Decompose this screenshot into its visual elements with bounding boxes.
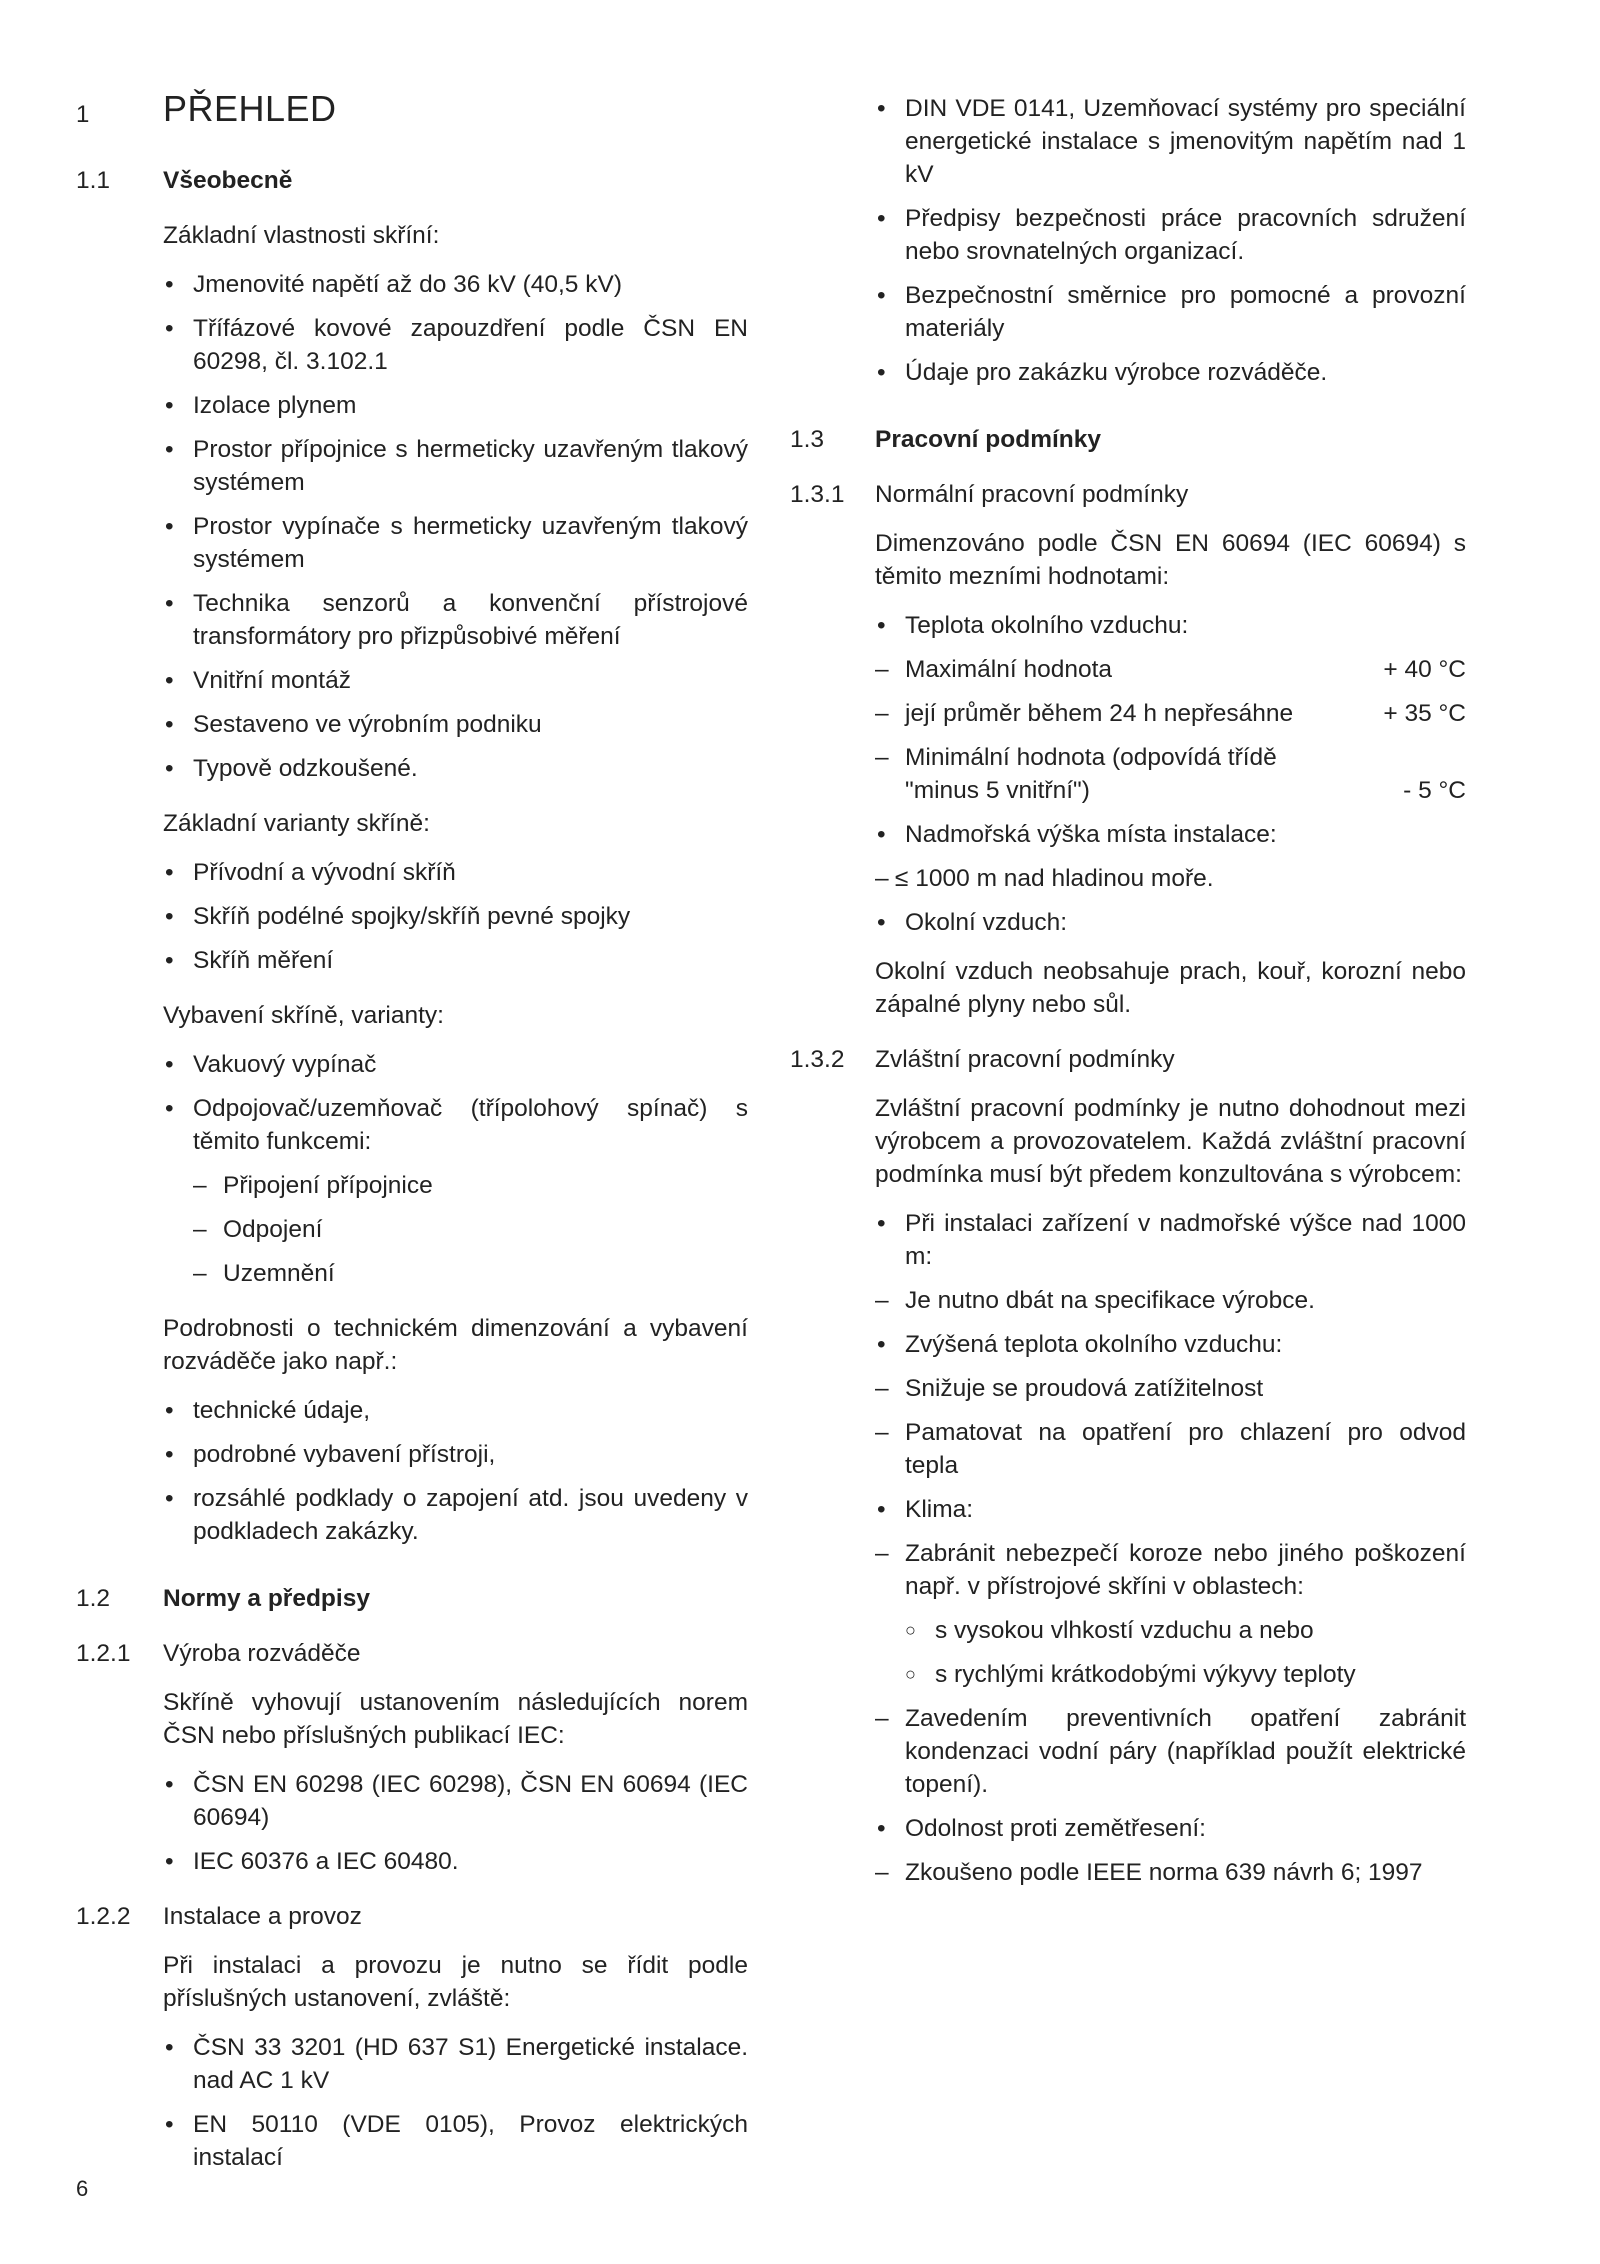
details-intro: Podrobnosti o technickém dimenzování a vybavení rozváděče jako např.: [163, 1315, 748, 1375]
list-item: • Přívodní a vývodní skříň [165, 859, 456, 886]
list-item: • Teplota okolního vzduchu: – Maximální hodnota + 40 °C – její průměr během 24 h nepřesáhne + 35 °C – Minimální hodnota (odpovídá třídě "minus 5 vnitřní") - 5 °C [875, 609, 1466, 807]
list-item: • Předpisy bezpečnosti práce pracovních sdružení nebo srovnatelných organizací. [877, 205, 1466, 265]
section-1-2-heading [76, 1582, 748, 1615]
climate-areas [905, 1614, 1466, 1691]
section-1-1-heading [76, 164, 748, 197]
list-item: • Nadmořská výška místa instalace: – ≤ 1000 m nad hladinou moře. [875, 818, 1466, 895]
list-item: • Odpojovač/uzemňovač (třípolohový spínač) s těmito funkcemi: – Připojení přípojnice – Odpojení – Uzemnění [163, 1092, 748, 1290]
section-1-2-2-heading [76, 1900, 748, 1933]
list-item: • Izolace plynem [165, 392, 357, 419]
climate-sublist [875, 1537, 1466, 1801]
temperature-sublist [875, 1372, 1466, 1482]
list-item: • podrobné vybavení přístroji, [165, 1441, 496, 1468]
list-item: • Údaje pro zakázku výrobce rozváděče. [877, 359, 1328, 386]
section-title: Všeobecně [163, 167, 293, 194]
chapter-number: 1 [76, 101, 90, 128]
list-item: ○ s vysokou vlhkostí vzduchu a nebo [905, 1617, 1314, 1644]
properties-intro: Základní vlastnosti skříní: [163, 222, 440, 249]
normal-conditions-text: Dimenzováno podle ČSN EN 60694 (IEC 60694) s těmito mezními hodnotami: [875, 530, 1466, 590]
list-item: • Prostor přípojnice s hermeticky uzavřeným tlakový systémem [165, 436, 748, 496]
list-item: • EN 50110 (VDE 0105), Provoz elektrických instalací [165, 2111, 748, 2171]
list-item: – její průměr během 24 h nepřesáhne + 35 °C [875, 697, 1466, 730]
altitude-values [875, 862, 1466, 895]
list-item: • ČSN EN 60298 (IEC 60298), ČSN EN 60694 (IEC 60694) [165, 1771, 748, 1831]
list-item: – Zabránit nebezpečí koroze nebo jiného poškození např. v přístrojové skříni v oblastech: ○ s vysokou vlhkostí vzduchu a nebo ○ s rychlými krátkodobými výkyvy teploty [875, 1537, 1466, 1691]
list-item: • Klima: – Zabránit nebezpečí koroze nebo jiného poškození např. v přístrojové skříni v oblastech: ○ s vysokou vlhkostí vzduchu a nebo ○ s rychlými krátkodobými výkyvy teploty – Zavedením preventivních opatření zabránit kondenzaci vodní páry (například použít elektrické topení). [875, 1493, 1466, 1801]
section-number: 1.2.2 [76, 1903, 131, 1930]
list-item: • rozsáhlé podklady o zapojení atd. jsou uvedeny v podkladech zakázky. [165, 1485, 748, 1545]
list-item: – Zavedením preventivních opatření zabránit kondenzaci vodní páry (například použít elektrické topení). [875, 1705, 1466, 1798]
list-item: • Při instalaci zařízení v nadmořské výšce nad 1000 m: – Je nutno dbát na specifikace výrobce. [875, 1207, 1466, 1317]
list-item: • DIN VDE 0141, Uzemňovací systémy pro speciální energetické instalace s jmenovitým napětím nad 1 kV [877, 95, 1466, 188]
list-item: • Vnitřní montáž [165, 667, 351, 694]
section-1-3-1-heading [790, 478, 1466, 511]
list-item: – Snižuje se proudová zatížitelnost [875, 1375, 1264, 1402]
normal-conditions-list [875, 609, 1466, 939]
properties-list [163, 268, 748, 785]
section-1-2-1-heading [76, 1637, 748, 1670]
list-item: • Zvýšená teplota okolního vzduchu: – Snižuje se proudová zatížitelnost – Pamatovat na opatření pro chlazení pro odvod tepla [875, 1328, 1466, 1482]
function-list [193, 1169, 748, 1290]
special-conditions-text: Zvláštní pracovní podmínky je nutno dohodnout mezi výrobcem a provozovatelem. Každá zvláštní pracovní podmínka musí být předem konzultována s výrobcem: [875, 1095, 1466, 1188]
details-list [163, 1394, 748, 1548]
list-item: – Minimální hodnota (odpovídá třídě "minus 5 vnitřní") - 5 °C [875, 741, 1466, 807]
list-item: • ČSN 33 3201 (HD 637 S1) Energetické instalace. nad AC 1 kV [165, 2034, 748, 2094]
ambient-air-text: Okolní vzduch neobsahuje prach, kouř, korozní nebo zápalné plyny nebo sůl. [875, 958, 1466, 1018]
list-item: – ≤ 1000 m nad hladinou moře. [875, 865, 1214, 892]
variants-list [163, 856, 748, 977]
list-item: • IEC 60376 a IEC 60480. [165, 1848, 459, 1875]
special-conditions-list [875, 1207, 1466, 1889]
section-number: 1.3.1 [790, 481, 845, 508]
list-item: • Třífázové kovové zapouzdření podle ČSN EN 60298, čl. 3.102.1 [165, 315, 748, 375]
section-number: 1.3.2 [790, 1046, 845, 1073]
section-title: Normy a předpisy [163, 1585, 370, 1612]
equipment-list [163, 1048, 748, 1290]
chapter-title: PŘEHLED [163, 88, 337, 129]
altitude-sublist [875, 1284, 1466, 1317]
avg-temp-value: + 35 °C [1383, 700, 1466, 727]
installation-text: Při instalaci a provozu je nutno se řídit podle příslušných ustanovení, zvláště: [163, 1952, 748, 2012]
section-title: Instalace a provoz [163, 1903, 362, 1930]
page-number: 6 [76, 2176, 89, 2201]
list-item: • Typově odzkoušené. [165, 755, 418, 782]
list-item: • Jmenovité napětí až do 36 kV (40,5 kV) [165, 271, 622, 298]
section-number: 1.1 [76, 167, 111, 194]
list-item: • Skříň měření [165, 947, 334, 974]
section-title: Normální pracovní podmínky [875, 481, 1189, 508]
list-item: – Maximální hodnota + 40 °C [875, 653, 1466, 686]
standards-list [163, 1768, 748, 1878]
max-temp-value: + 40 °C [1383, 656, 1466, 683]
list-item: • Okolní vzduch: [877, 909, 1068, 936]
section-number: 1.3 [790, 426, 825, 453]
temperature-values [875, 653, 1466, 807]
section-title: Zvláštní pracovní podmínky [875, 1046, 1175, 1073]
list-item: • Vakuový vypínač [165, 1051, 377, 1078]
list-item: – Je nutno dbát na specifikace výrobce. [875, 1287, 1315, 1314]
list-item: • technické údaje, [165, 1397, 371, 1424]
list-item: – Odpojení [193, 1216, 323, 1243]
list-item: – Pamatovat na opatření pro chlazení pro odvod tepla [875, 1419, 1466, 1479]
seismic-sublist [875, 1856, 1466, 1889]
installation-list-left [163, 2031, 748, 2174]
variants-intro: Základní varianty skříně: [163, 810, 430, 837]
list-item: • Prostor vypínače s hermeticky uzavřeným tlakový systémem [165, 513, 748, 573]
chapter-heading [76, 84, 748, 134]
list-item: • Odolnost proti zemětřesení: – Zkoušeno podle IEEE norma 639 návrh 6; 1997 [875, 1812, 1466, 1889]
section-1-3-heading [790, 423, 1466, 456]
list-item: – Zkoušeno podle IEEE norma 639 návrh 6; 1997 [875, 1859, 1423, 1886]
section-number: 1.2 [76, 1585, 111, 1612]
section-title: Výroba rozváděče [163, 1640, 361, 1667]
standards-text: Skříně vyhovují ustanovením následujících norem ČSN nebo příslušných publikací IEC: [163, 1689, 748, 1749]
list-item: • Sestaveno ve výrobním podniku [165, 711, 542, 738]
installation-list-right [875, 92, 1466, 389]
section-1-3-2-heading [790, 1043, 1466, 1076]
list-item: – Připojení přípojnice [193, 1172, 433, 1199]
list-item: • Technika senzorů a konvenční přístrojové transformátory pro přizpůsobivé měření [165, 590, 748, 650]
section-title: Pracovní podmínky [875, 426, 1102, 453]
list-item: • Skříň podélné spojky/skříň pevné spojky [165, 903, 631, 930]
list-item: ○ s rychlými krátkodobými výkyvy teploty [905, 1661, 1356, 1688]
section-number: 1.2.1 [76, 1640, 131, 1667]
list-item: • Bezpečnostní směrnice pro pomocné a provozní materiály [877, 282, 1466, 342]
equipment-intro: Vybavení skříně, varianty: [163, 1002, 444, 1029]
list-item: – Uzemnění [193, 1260, 335, 1287]
min-temp-value: - 5 °C [1403, 777, 1466, 804]
